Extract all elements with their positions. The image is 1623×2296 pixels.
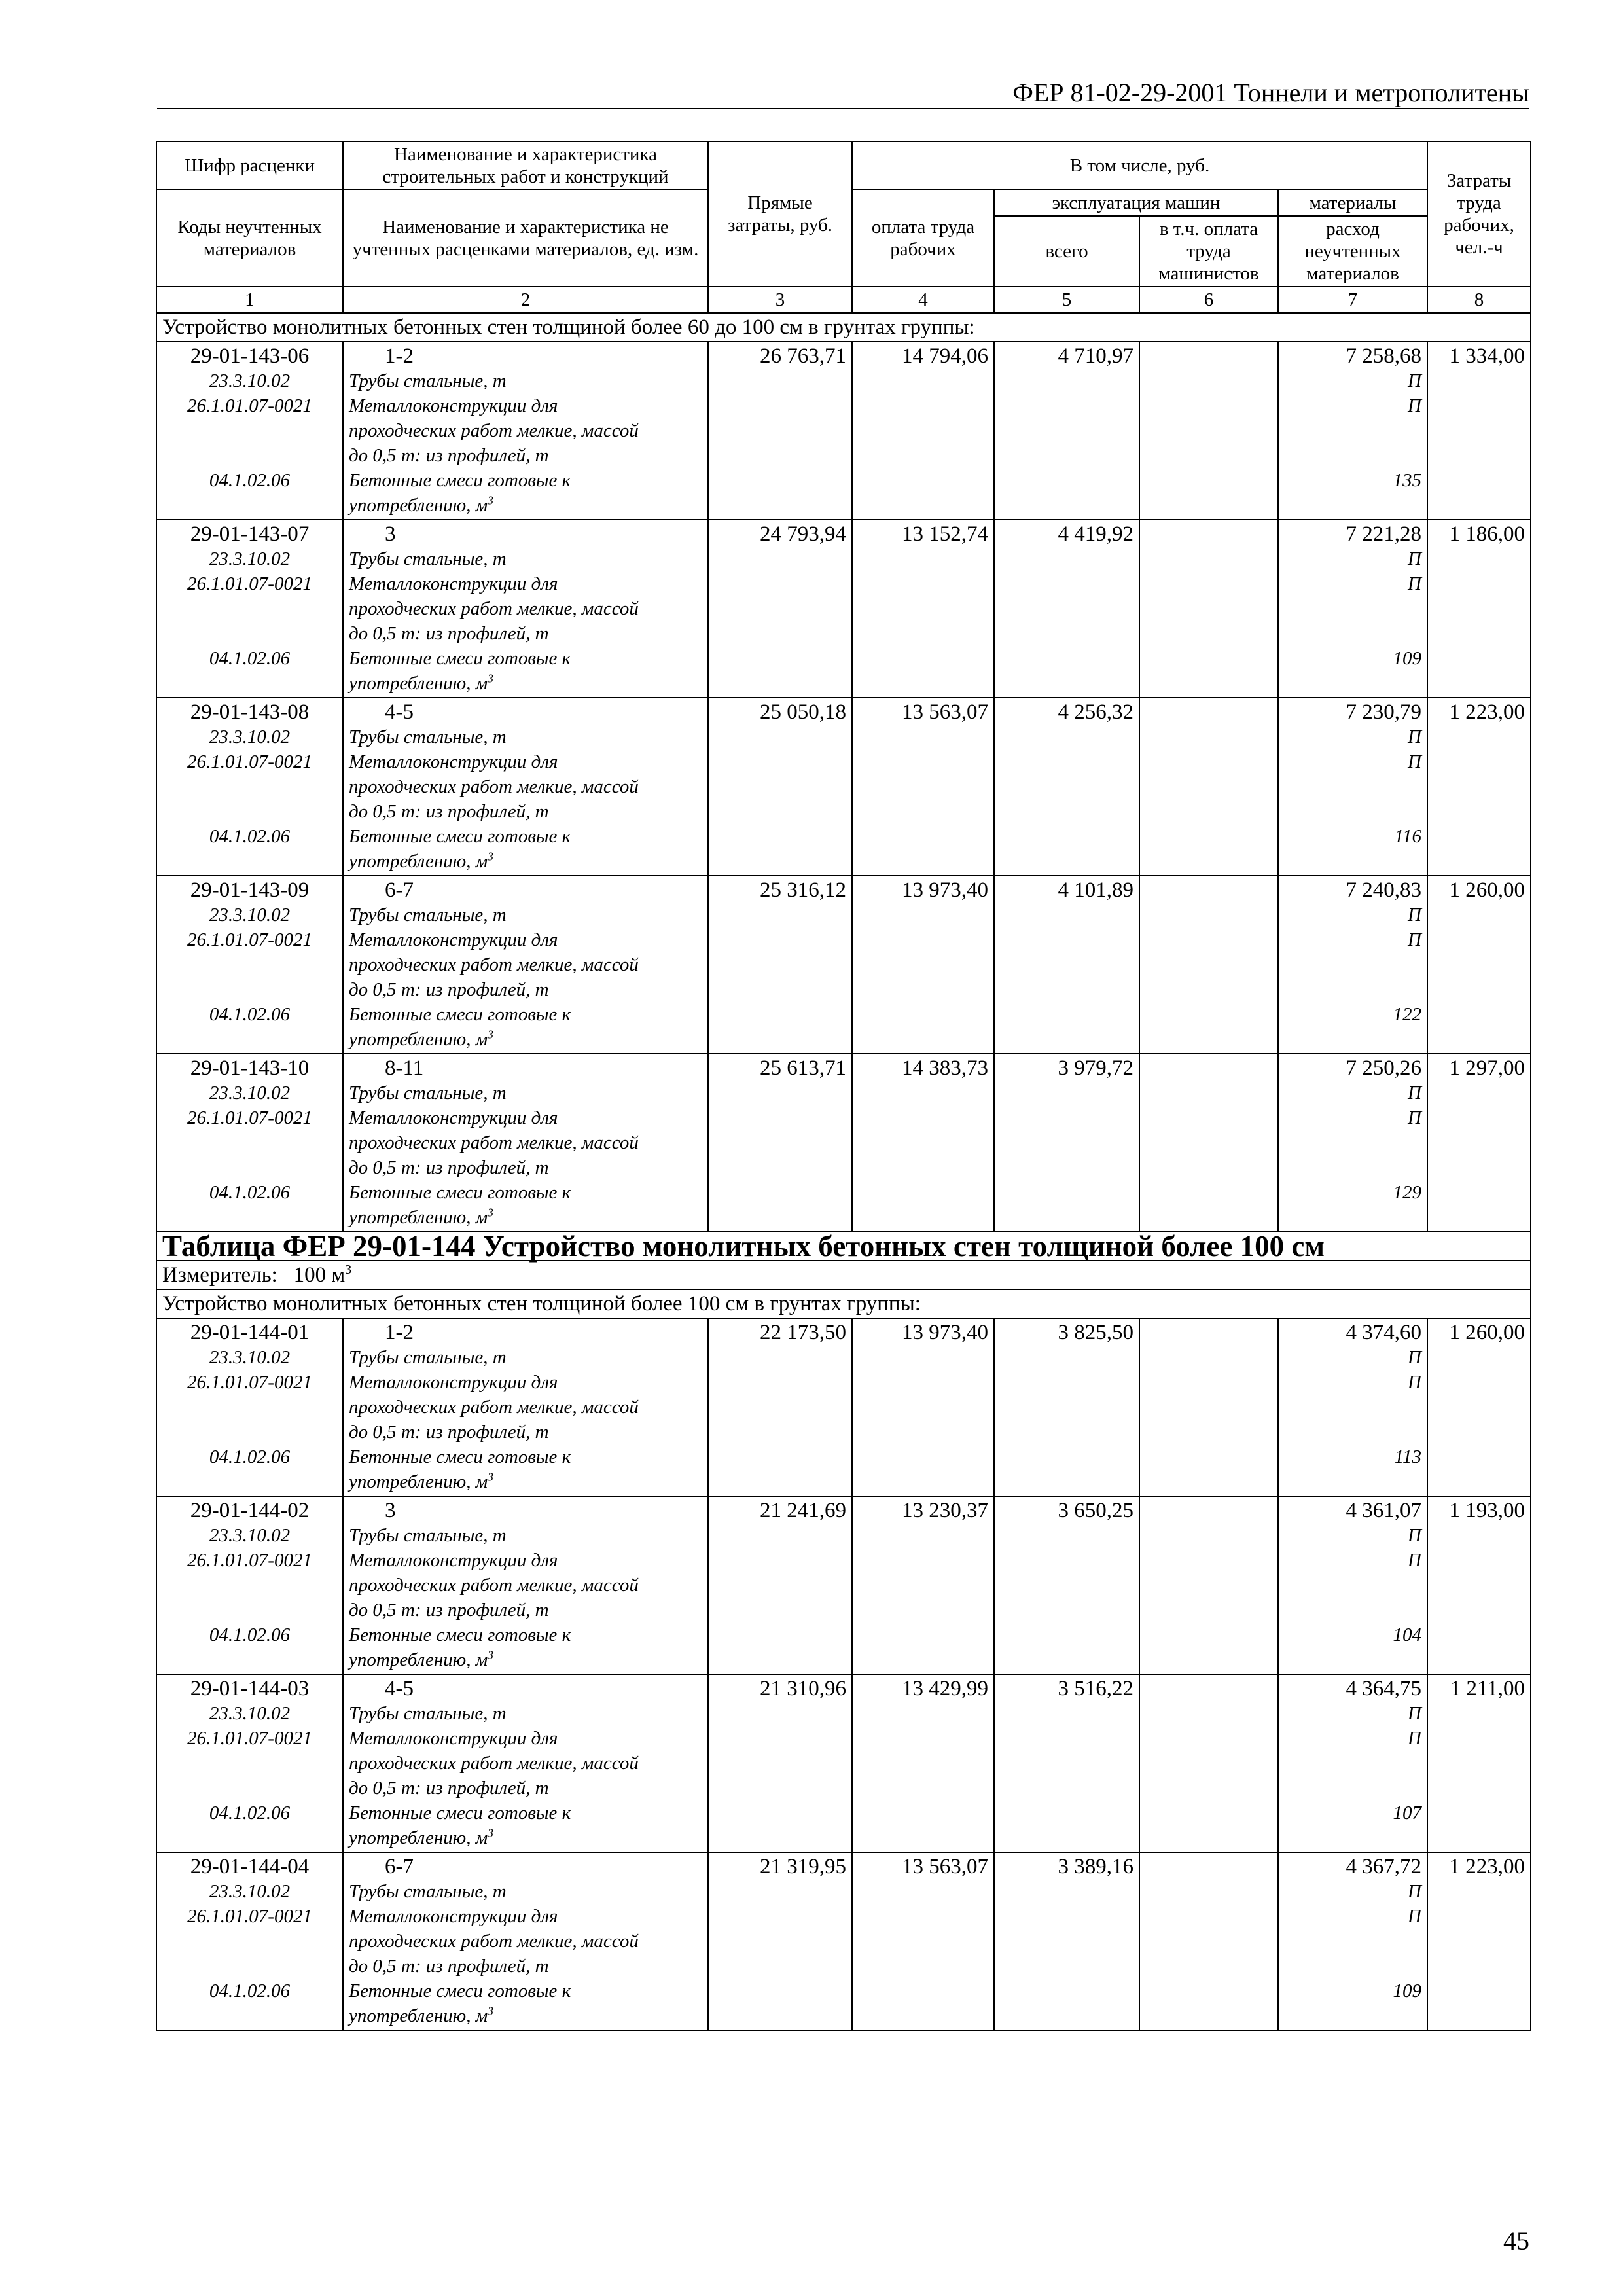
- direct-cost: 26 763,71: [708, 342, 852, 520]
- material-name: проходческих работ мелкие, массой: [349, 954, 639, 975]
- material-code: 26.1.01.07-0021: [187, 573, 312, 594]
- material-code: 26.1.01.07-0021: [187, 1728, 312, 1749]
- material-code: 26.1.01.07-0021: [187, 395, 312, 416]
- material-name: проходческих работ мелкие, массой: [349, 1397, 639, 1418]
- material-name: Бетонные смеси готовые к: [349, 1004, 571, 1025]
- soil-group: 3: [385, 1499, 396, 1522]
- rate-code: 29-01-143-06: [190, 344, 310, 368]
- labor-cost: 1 297,00: [1427, 1054, 1531, 1232]
- rate-row: [156, 520, 1531, 698]
- material-code: 26.1.01.07-0021: [187, 1372, 312, 1393]
- rate-name-cell: 6-7 Трубы стальные, т Металлоконструкции для проходческих работ мелкие, массой до 0,5 т: из профилей, т Бетонные смеси готовые к употреблению, $м^3$: [343, 876, 708, 1054]
- concrete-quantity: 104: [1393, 1624, 1421, 1645]
- col-code-bottom: Коды неучтенных материалов: [156, 190, 343, 287]
- material-name: проходческих работ мелкие, массой: [349, 1753, 639, 1774]
- rate-name-cell: 8-11 Трубы стальные, т Металлоконструкции для проходческих работ мелкие, массой до 0,5 т: из профилей, т Бетонные смеси готовые к употреблению, $м^3$: [343, 1054, 708, 1232]
- rate-row: [156, 876, 1531, 1054]
- machinists-wages: [1139, 1674, 1278, 1852]
- material-flag: П: [1408, 929, 1421, 950]
- materials-cost: 4 361,07: [1346, 1499, 1421, 1522]
- wages-cost: 13 152,74: [852, 520, 994, 698]
- col-number: 5: [994, 287, 1139, 313]
- page-number: 45: [1503, 2226, 1529, 2255]
- rate-code-cell: [156, 520, 343, 698]
- material-code: 23.3.10.02: [209, 905, 291, 925]
- materials-cell: [1278, 1318, 1427, 1496]
- machines-cost: 4 256,32: [994, 698, 1139, 876]
- material-code: 26.1.01.07-0021: [187, 929, 312, 950]
- labor-cost: 1 223,00: [1427, 1852, 1531, 2030]
- material-code: 23.3.10.02: [209, 1083, 291, 1103]
- material-code: 26.1.01.07-0021: [187, 751, 312, 772]
- material-name: употреблению, м: [349, 495, 488, 516]
- rate-code: 29-01-143-08: [190, 700, 310, 724]
- material-name: до 0,5 т: из профилей, т: [349, 1600, 549, 1621]
- material-name: Металлоконструкции для: [349, 1550, 558, 1571]
- direct-cost: 25 050,18: [708, 698, 852, 876]
- material-code: 04.1.02.06: [209, 1803, 291, 1823]
- col-number: 7: [1278, 287, 1427, 313]
- material-name: Бетонные смеси готовые к: [349, 826, 571, 847]
- rates-table: [156, 141, 1531, 2031]
- material-flag: П: [1408, 726, 1421, 747]
- machinists-wages: [1139, 520, 1278, 698]
- rate-name-cell: 4-5 Трубы стальные, т Металлоконструкции для проходческих работ мелкие, массой до 0,5 т: из профилей, т Бетонные смеси готовые к употреблению, $м^3$: [343, 698, 708, 876]
- col-labor: Затраты труда рабочих, чел.-ч: [1427, 141, 1531, 287]
- material-code: 04.1.02.06: [209, 1182, 291, 1203]
- machinists-wages: [1139, 342, 1278, 520]
- machines-cost: 4 101,89: [994, 876, 1139, 1054]
- soil-group: 6-7: [385, 1855, 414, 1878]
- rate-code: 29-01-143-07: [190, 522, 310, 546]
- rate-name-cell: 3 Трубы стальные, т Металлоконструкции для проходческих работ мелкие, массой до 0,5 т: из профилей, т Бетонные смеси готовые к употреблению, $м^3$: [343, 1496, 708, 1674]
- rate-row: [156, 342, 1531, 520]
- wages-cost: 14 794,06: [852, 342, 994, 520]
- material-code: 23.3.10.02: [209, 1525, 291, 1546]
- col-number: 3: [708, 287, 852, 313]
- material-code: 26.1.01.07-0021: [187, 1550, 312, 1571]
- material-name: Трубы стальные, т: [349, 1083, 507, 1103]
- material-name: Трубы стальные, т: [349, 726, 507, 747]
- material-code: 23.3.10.02: [209, 1881, 291, 1902]
- materials-cost: 7 221,28: [1346, 522, 1421, 546]
- labor-cost: 1 211,00: [1427, 1674, 1531, 1852]
- wages-cost: 14 383,73: [852, 1054, 994, 1232]
- col-materials: материалы: [1278, 190, 1427, 216]
- material-name: Металлоконструкции для: [349, 1906, 558, 1927]
- material-name: проходческих работ мелкие, массой: [349, 1931, 639, 1952]
- material-flag: П: [1408, 1083, 1421, 1103]
- rate-row: [156, 698, 1531, 876]
- rate-name-cell: 3 Трубы стальные, т Металлоконструкции для проходческих работ мелкие, массой до 0,5 т: из профилей, т Бетонные смеси готовые к употреблению, $м^3$: [343, 520, 708, 698]
- direct-cost: 21 241,69: [708, 1496, 852, 1674]
- concrete-quantity: 109: [1393, 648, 1421, 669]
- col-number: 2: [343, 287, 708, 313]
- material-flag: П: [1408, 1881, 1421, 1902]
- materials-cell: [1278, 1496, 1427, 1674]
- material-name: Металлоконструкции для: [349, 929, 558, 950]
- material-name: Трубы стальные, т: [349, 905, 507, 925]
- col-number: 8: [1427, 287, 1531, 313]
- material-name: Трубы стальные, т: [349, 1347, 507, 1368]
- rate-code-cell: [156, 698, 343, 876]
- material-code: 04.1.02.06: [209, 1981, 291, 2001]
- material-name: до 0,5 т: из профилей, т: [349, 623, 549, 644]
- soil-group: 3: [385, 522, 396, 546]
- wages-cost: 13 563,07: [852, 698, 994, 876]
- material-name: проходческих работ мелкие, массой: [349, 776, 639, 797]
- section-caption: Устройство монолитных бетонных стен толщиной более 100 см в грунтах группы:: [156, 1289, 1531, 1318]
- rate-row: [156, 1054, 1531, 1232]
- material-code: 04.1.02.06: [209, 470, 291, 491]
- material-name: Трубы стальные, т: [349, 548, 507, 569]
- rate-code: 29-01-144-04: [190, 1855, 310, 1878]
- meter-label: Измеритель:: [162, 1263, 277, 1287]
- wages-cost: 13 230,37: [852, 1496, 994, 1674]
- col-number: 4: [852, 287, 994, 313]
- labor-cost: 1 186,00: [1427, 520, 1531, 698]
- direct-cost: 21 319,95: [708, 1852, 852, 2030]
- materials-cost: 4 374,60: [1346, 1321, 1421, 1344]
- rate-name-cell: 1-2 Трубы стальные, т Металлоконструкции для проходческих работ мелкие, массой до 0,5 т: из профилей, т Бетонные смеси готовые к употреблению, $м^3$: [343, 342, 708, 520]
- rate-code-cell: [156, 1496, 343, 1674]
- material-code: 23.3.10.02: [209, 1347, 291, 1368]
- material-name: употреблению, м: [349, 1029, 488, 1050]
- labor-cost: 1 223,00: [1427, 698, 1531, 876]
- col-name-top: Наименование и характеристика строительных работ и конструкций: [343, 141, 708, 190]
- material-name: Металлоконструкции для: [349, 1728, 558, 1749]
- material-name: употреблению, м: [349, 1649, 488, 1670]
- material-flag: П: [1408, 1525, 1421, 1546]
- material-code: 26.1.01.07-0021: [187, 1107, 312, 1128]
- machinists-wages: [1139, 1852, 1278, 2030]
- concrete-quantity: 109: [1393, 1981, 1421, 2001]
- material-code: 23.3.10.02: [209, 548, 291, 569]
- col-machines: эксплуатация машин: [994, 190, 1278, 216]
- material-flag: П: [1408, 370, 1421, 391]
- rate-code-cell: [156, 342, 343, 520]
- rate-code-cell: [156, 1674, 343, 1852]
- materials-cost: 7 240,83: [1346, 878, 1421, 902]
- col-machines-wages: в т.ч. оплата труда машинистов: [1139, 216, 1278, 287]
- material-code: 04.1.02.06: [209, 826, 291, 847]
- material-code: 04.1.02.06: [209, 1624, 291, 1645]
- materials-cell: [1278, 1674, 1427, 1852]
- material-code: 04.1.02.06: [209, 1004, 291, 1025]
- labor-cost: 1 193,00: [1427, 1496, 1531, 1674]
- wages-cost: 13 563,07: [852, 1852, 994, 2030]
- material-name: Бетонные смеси готовые к: [349, 1981, 571, 2001]
- material-name: употреблению, м: [349, 1207, 488, 1228]
- material-flag: П: [1408, 1550, 1421, 1571]
- direct-cost: 22 173,50: [708, 1318, 852, 1496]
- material-code: 23.3.10.02: [209, 1703, 291, 1724]
- col-incl: В том числе, руб.: [852, 141, 1427, 190]
- material-name: Бетонные смеси готовые к: [349, 1624, 571, 1645]
- document-header-title: ФЕР 81-02-29-2001 Тоннели и метрополитены: [1012, 78, 1529, 107]
- material-code: 23.3.10.02: [209, 726, 291, 747]
- machinists-wages: [1139, 1318, 1278, 1496]
- col-number: 6: [1139, 287, 1278, 313]
- material-flag: П: [1408, 395, 1421, 416]
- material-flag: П: [1408, 905, 1421, 925]
- soil-group: 8-11: [385, 1056, 424, 1080]
- section-caption: Устройство монолитных бетонных стен толщиной более 60 до 100 см в грунтах группы:: [156, 313, 1531, 342]
- material-name: проходческих работ мелкие, массой: [349, 1132, 639, 1153]
- material-name: до 0,5 т: из профилей, т: [349, 1778, 549, 1799]
- rate-code: 29-01-144-02: [190, 1499, 310, 1522]
- machinists-wages: [1139, 1496, 1278, 1674]
- concrete-quantity: 129: [1393, 1182, 1421, 1203]
- materials-cell: [1278, 520, 1427, 698]
- soil-group: 4-5: [385, 700, 414, 724]
- materials-cost: 7 230,79: [1346, 700, 1421, 724]
- rate-code-cell: [156, 1318, 343, 1496]
- direct-cost: 25 613,71: [708, 1054, 852, 1232]
- rate-code: 29-01-143-09: [190, 878, 310, 902]
- material-name: употреблению, м: [349, 1471, 488, 1492]
- col-machines-total: всего: [994, 216, 1139, 287]
- rate-row: [156, 1496, 1531, 1674]
- machines-cost: 3 825,50: [994, 1318, 1139, 1496]
- material-code: 26.1.01.07-0021: [187, 1906, 312, 1927]
- wages-cost: 13 429,99: [852, 1674, 994, 1852]
- header-rule: [157, 108, 1529, 109]
- material-name: до 0,5 т: из профилей, т: [349, 445, 549, 466]
- soil-group: 1-2: [385, 1321, 414, 1344]
- material-name: Бетонные смеси готовые к: [349, 1446, 571, 1467]
- rate-row: [156, 1852, 1531, 2030]
- col-materials-sub: расход неучтенных материалов: [1278, 216, 1427, 287]
- table-title: Таблица ФЕР 29-01-144 Устройство монолитных бетонных стен толщиной более 100 см: [156, 1232, 1531, 1261]
- col-code-top: Шифр расценки: [156, 141, 343, 190]
- material-name: Бетонные смеси готовые к: [349, 470, 571, 491]
- material-name: до 0,5 т: из профилей, т: [349, 801, 549, 822]
- material-name: употреблению, м: [349, 1827, 488, 1848]
- rate-name-cell: 4-5 Трубы стальные, т Металлоконструкции для проходческих работ мелкие, массой до 0,5 т: из профилей, т Бетонные смеси готовые к употреблению, $м^3$: [343, 1674, 708, 1852]
- concrete-quantity: 116: [1394, 826, 1421, 847]
- soil-group: 4-5: [385, 1677, 414, 1700]
- labor-cost: 1 334,00: [1427, 342, 1531, 520]
- soil-group: 1-2: [385, 344, 414, 368]
- material-flag: П: [1408, 1703, 1421, 1724]
- machinists-wages: [1139, 1054, 1278, 1232]
- machines-cost: 3 389,16: [994, 1852, 1139, 2030]
- wages-cost: 13 973,40: [852, 876, 994, 1054]
- material-name: Трубы стальные, т: [349, 1525, 507, 1546]
- wages-cost: 13 973,40: [852, 1318, 994, 1496]
- direct-cost: 25 316,12: [708, 876, 852, 1054]
- material-name: до 0,5 т: из профилей, т: [349, 979, 549, 1000]
- rate-name-cell: 6-7 Трубы стальные, т Металлоконструкции для проходческих работ мелкие, массой до 0,5 т: из профилей, т Бетонные смеси готовые к употреблению, $м^3$: [343, 1852, 708, 2030]
- machines-cost: 4 419,92: [994, 520, 1139, 698]
- material-flag: П: [1408, 1107, 1421, 1128]
- rate-name-cell: 1-2 Трубы стальные, т Металлоконструкции для проходческих работ мелкие, массой до 0,5 т: из профилей, т Бетонные смеси готовые к употреблению, $м^3$: [343, 1318, 708, 1496]
- material-flag: П: [1408, 751, 1421, 772]
- labor-cost: 1 260,00: [1427, 1318, 1531, 1496]
- concrete-quantity: 135: [1393, 470, 1421, 491]
- meter-value: 100 м: [293, 1263, 346, 1287]
- rate-code-cell: [156, 876, 343, 1054]
- machines-cost: 3 516,22: [994, 1674, 1139, 1852]
- labor-cost: 1 260,00: [1427, 876, 1531, 1054]
- material-name: Металлоконструкции для: [349, 751, 558, 772]
- materials-cell: [1278, 876, 1427, 1054]
- material-flag: П: [1408, 1372, 1421, 1393]
- material-code: 04.1.02.06: [209, 648, 291, 669]
- material-name: употреблению, м: [349, 2005, 488, 2026]
- direct-cost: 24 793,94: [708, 520, 852, 698]
- col-number: 1: [156, 287, 343, 313]
- material-name: проходческих работ мелкие, массой: [349, 1575, 639, 1596]
- rate-code-cell: [156, 1852, 343, 2030]
- material-name: проходческих работ мелкие, массой: [349, 420, 639, 441]
- material-name: Трубы стальные, т: [349, 370, 507, 391]
- col-wages: оплата труда рабочих: [852, 190, 994, 287]
- material-name: Металлоконструкции для: [349, 395, 558, 416]
- material-flag: П: [1408, 573, 1421, 594]
- material-name: Бетонные смеси готовые к: [349, 1182, 571, 1203]
- material-code: 04.1.02.06: [209, 1446, 291, 1467]
- material-name: проходческих работ мелкие, массой: [349, 598, 639, 619]
- material-name: до 0,5 т: из профилей, т: [349, 1956, 549, 1977]
- material-flag: П: [1408, 1728, 1421, 1749]
- materials-cost: 4 364,75: [1346, 1677, 1421, 1700]
- concrete-quantity: 113: [1394, 1446, 1421, 1467]
- materials-cell: [1278, 1054, 1427, 1232]
- material-name: употреблению, м: [349, 673, 488, 694]
- machinists-wages: [1139, 698, 1278, 876]
- materials-cell: [1278, 342, 1427, 520]
- material-name: Металлоконструкции для: [349, 1372, 558, 1393]
- machines-cost: 4 710,97: [994, 342, 1139, 520]
- machinists-wages: [1139, 876, 1278, 1054]
- rate-code: 29-01-144-03: [190, 1677, 310, 1700]
- material-name: Трубы стальные, т: [349, 1881, 507, 1902]
- concrete-quantity: 107: [1393, 1803, 1421, 1823]
- materials-cell: [1278, 1852, 1427, 2030]
- machines-cost: 3 650,25: [994, 1496, 1139, 1674]
- rate-code: 29-01-143-10: [190, 1056, 310, 1080]
- machines-cost: 3 979,72: [994, 1054, 1139, 1232]
- col-direct: Прямые затраты, руб.: [708, 141, 852, 287]
- material-name: до 0,5 т: из профилей, т: [349, 1422, 549, 1443]
- material-flag: П: [1408, 1347, 1421, 1368]
- material-name: Бетонные смеси готовые к: [349, 648, 571, 669]
- material-flag: П: [1408, 1906, 1421, 1927]
- concrete-quantity: 122: [1393, 1004, 1421, 1025]
- materials-cost: 7 250,26: [1346, 1056, 1421, 1080]
- direct-cost: 21 310,96: [708, 1674, 852, 1852]
- table-meter: Измеритель: 100 $м^3$: [156, 1261, 1531, 1289]
- materials-cell: [1278, 698, 1427, 876]
- material-name: Металлоконструкции для: [349, 573, 558, 594]
- material-name: употреблению, м: [349, 851, 488, 872]
- col-name-bottom: Наименование и характеристика не учтенных расценками материалов, ед. изм.: [343, 190, 708, 287]
- soil-group: 6-7: [385, 878, 414, 902]
- materials-cost: 4 367,72: [1346, 1855, 1421, 1878]
- rate-row: [156, 1318, 1531, 1496]
- material-name: Металлоконструкции для: [349, 1107, 558, 1128]
- material-code: 23.3.10.02: [209, 370, 291, 391]
- materials-cost: 7 258,68: [1346, 344, 1421, 368]
- material-flag: П: [1408, 548, 1421, 569]
- rate-code-cell: [156, 1054, 343, 1232]
- material-name: Бетонные смеси готовые к: [349, 1803, 571, 1823]
- rate-row: [156, 1674, 1531, 1852]
- rate-code: 29-01-144-01: [190, 1321, 310, 1344]
- material-name: до 0,5 т: из профилей, т: [349, 1157, 549, 1178]
- material-name: Трубы стальные, т: [349, 1703, 507, 1724]
